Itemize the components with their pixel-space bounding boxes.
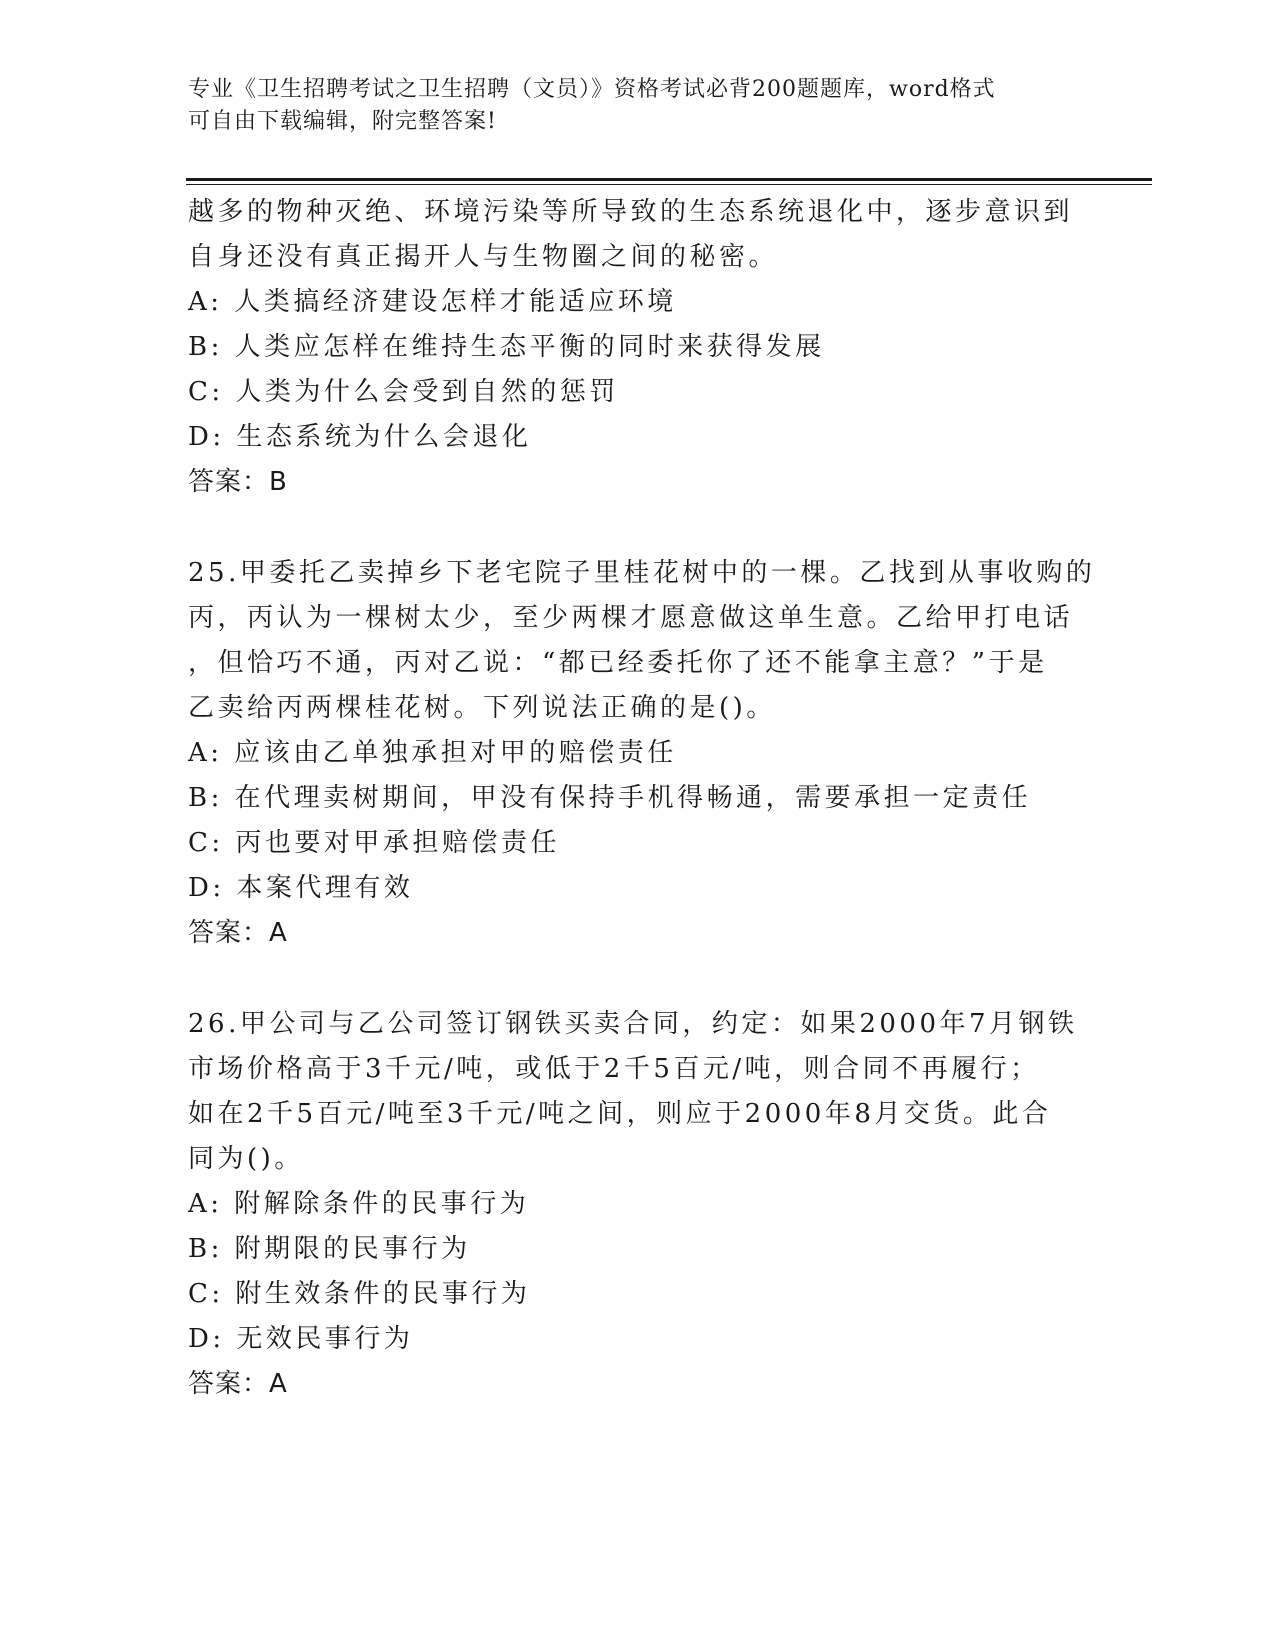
option-d: D: 无效民事行为 <box>188 1324 414 1354</box>
question-stem-line: 越多的物种灭绝、环境污染等所导致的生态系统退化中，逐步意识到 <box>188 197 1074 227</box>
header-divider-thin <box>186 184 1152 185</box>
question-stem-line: 如在2千5百元/吨至3千元/吨之间，则应于2000年8月交货。此合 <box>188 1099 1052 1129</box>
question-stem-line: 26.甲公司与乙公司签订钢铁买卖合同，约定：如果2000年7月钢铁 <box>188 1009 1078 1039</box>
option-c: C: 人类为什么会受到自然的惩罚 <box>188 377 619 407</box>
header-title-line-1: 专业《卫生招聘考试之卫生招聘（文员）》资格考试必背200题题库，word格式 <box>188 77 996 102</box>
question-stem-line: 25.甲委托乙卖掉乡下老宅院子里桂花树中的一棵。乙找到从事收购的 <box>188 558 1096 588</box>
option-b: B: 人类应怎样在维持生态平衡的同时来获得发展 <box>188 332 825 362</box>
question-25 <box>188 551 1096 956</box>
question-stem-line: 同为()。 <box>188 1144 304 1174</box>
question-26 <box>188 1002 1088 1407</box>
answer-label: 答案：A <box>188 918 288 948</box>
option-d: D: 本案代理有效 <box>188 873 414 903</box>
option-d: D: 生态系统为什么会退化 <box>188 422 532 452</box>
question-stem-line: 丙，丙认为一棵树太少，至少两棵才愿意做这单生意。乙给甲打电话 <box>188 603 1074 633</box>
option-a: A: 附解除条件的民事行为 <box>188 1189 530 1219</box>
question-stem-line: 自身还没有真正揭开人与生物圈之间的秘密。 <box>188 242 779 272</box>
question-stem-line: 市场价格高于3千元/吨，或低于2千5百元/吨，则合同不再履行； <box>188 1054 1040 1084</box>
document-header <box>188 74 1088 138</box>
question-spacer <box>188 956 1088 1002</box>
question-stem-line: 乙卖给丙两棵桂花树。下列说法正确的是()。 <box>188 693 776 723</box>
answer-label: 答案：A <box>188 1369 288 1399</box>
question-24 <box>188 190 1088 505</box>
option-b: B: 附期限的民事行为 <box>188 1234 471 1264</box>
option-a: A: 人类搞经济建设怎样才能适应环境 <box>188 287 677 317</box>
header-title-line-2: 可自由下载编辑，附完整答案! <box>188 109 497 134</box>
option-c: C: 附生效条件的民事行为 <box>188 1279 531 1309</box>
option-a: A: 应该由乙单独承担对甲的赔偿责任 <box>188 738 677 768</box>
document-body <box>188 190 1096 1407</box>
answer-label: 答案：B <box>188 467 288 497</box>
option-b: B: 在代理卖树期间，甲没有保持手机得畅通，需要承担一定责任 <box>188 783 1032 813</box>
option-c: C: 丙也要对甲承担赔偿责任 <box>188 828 560 858</box>
question-stem-line: ，但恰巧不通，丙对乙说：“都已经委托你了还不能拿主意？”于是 <box>188 648 1048 678</box>
header-divider-thick <box>186 178 1152 181</box>
question-spacer <box>188 505 1088 551</box>
